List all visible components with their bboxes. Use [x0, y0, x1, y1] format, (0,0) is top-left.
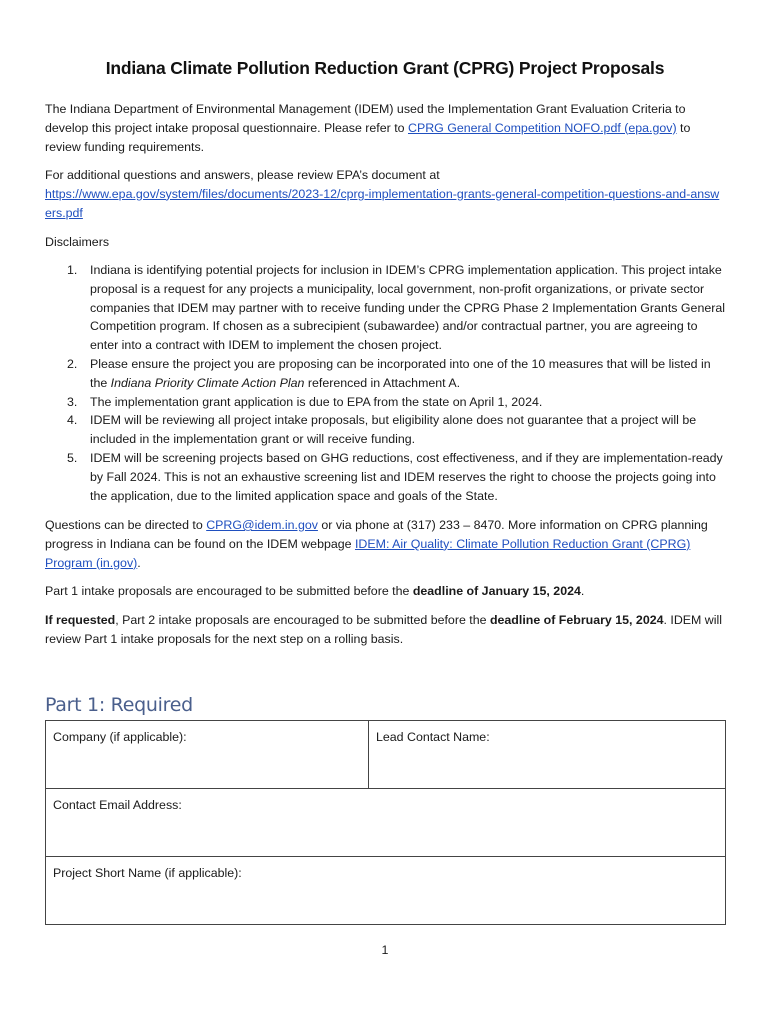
- part1-deadline-date: deadline of January 15, 2024: [412, 584, 581, 598]
- contact-email-link[interactable]: CPRG@idem.in.gov: [206, 518, 318, 532]
- disclaimer-text: IDEM will be screening projects based on GHG reductions, cost effectiveness, and if they are implementation-ready by Fall 2024. This is not an exhaustive screening list and IDEM reserves the right to choose the projects going into the application, due to the limited application space and goals of the State.: [90, 450, 723, 503]
- company-label: Company (if applicable):: [53, 730, 187, 744]
- contact-text-2: or via phone at (317) 233 – 8470. More information on CPRG planning progress in Indiana can be found on the IDEM webpage: [45, 518, 708, 551]
- part2-deadline-end: . IDEM will review Part 1 intake proposals for the next step on a rolling basis.: [45, 613, 723, 646]
- intro-text: The Indiana Department of Environmental Management (IDEM) used the Implementation Grant Evaluation Criteria to develop this project intake proposal questionnaire. Please refer to: [45, 102, 686, 135]
- list-number: 2.: [67, 356, 78, 371]
- disclaimer-item: [45, 393, 725, 412]
- contact-text: Questions can be directed to: [45, 518, 207, 532]
- list-number: 5.: [67, 450, 78, 465]
- qa-document-link[interactable]: https://www.epa.gov/system/files/documents/2023-12/cprg-implementation-grants-general-competition-questions-and-answers.pdf: [45, 186, 720, 220]
- part1-deadline: [45, 582, 725, 601]
- disclaimer-item: [45, 261, 725, 355]
- if-requested: If requested: [45, 613, 116, 627]
- part1-form-table: [45, 720, 726, 925]
- part1-heading: Part 1: Required: [45, 694, 193, 716]
- contact-paragraph: [45, 516, 725, 572]
- part2-deadline: [45, 611, 725, 649]
- part2-deadline-text: , Part 2 intake proposals are encouraged to be submitted before the: [115, 613, 490, 627]
- lead-contact-field[interactable]: [369, 721, 726, 789]
- disclaimers-heading: Disclaimers: [45, 235, 110, 249]
- qa-paragraph: [45, 166, 725, 222]
- disclaimer-item: [45, 411, 725, 449]
- part1-deadline-end: .: [580, 584, 585, 598]
- project-name-label: Project Short Name (if applicable):: [53, 866, 242, 880]
- disclaimer-text: Indiana is identifying potential projects for inclusion in IDEM’s CPRG implementation application. This project intake proposal is a request for any projects a municipality, local government, non-profit organizations, or private sector companies that IDEM may partner with to receive funding under the CPRG Phase 2 Implementation Grants General Competition program. If chosen as a subrecipient (subawardee) and/or contractual partner, you are agreeing to enter into a contract with IDEM to implement the chosen project.: [90, 263, 725, 353]
- part2-deadline-date: deadline of February 15, 2024: [489, 613, 664, 627]
- idem-webpage-link[interactable]: IDEM: Air Quality: Climate Pollution Reduction Grant (CPRG) Program (in.gov): [45, 536, 691, 570]
- company-field[interactable]: [46, 721, 369, 789]
- email-label: Contact Email Address:: [53, 798, 182, 812]
- list-number: 1.: [67, 263, 78, 277]
- disclaimer-text: IDEM will be reviewing all project intake proposals, but eligibility alone does not guarantee that a project will be included in the implementation grant or will receive funding.: [90, 413, 697, 447]
- project-name-field[interactable]: [46, 857, 726, 925]
- document-title: Indiana Climate Pollution Reduction Grant (CPRG) Project Proposals: [105, 58, 665, 78]
- disclaimer-text: The implementation grant application is due to EPA from the state on April 1, 2024.: [90, 394, 543, 409]
- lead-contact-label: Lead Contact Name:: [376, 730, 490, 744]
- plan-title: Indiana Priority Climate Action Plan: [110, 375, 305, 390]
- list-number: 4.: [67, 413, 78, 428]
- qa-text: For additional questions and answers, please review EPA’s document at: [45, 168, 440, 182]
- email-field[interactable]: [46, 789, 726, 857]
- part1-deadline-text: Part 1 intake proposals are encouraged to be submitted before the: [45, 584, 413, 598]
- intro-text-end: to review funding requirements.: [45, 120, 691, 154]
- disclaimer-text-end: referenced in Attachment A.: [304, 375, 461, 390]
- disclaimer-text: Please ensure the project you are proposing can be incorporated into one of the 10 measures that will be listed in the: [90, 356, 711, 390]
- nofo-link[interactable]: CPRG General Competition NOFO.pdf (epa.gov): [408, 120, 677, 135]
- disclaimer-item: [45, 449, 725, 505]
- page-number: 1: [381, 943, 389, 957]
- disclaimers-list: [45, 261, 725, 505]
- contact-text-end: .: [137, 555, 141, 570]
- intro-paragraph: [45, 100, 725, 156]
- list-number: 3.: [67, 394, 78, 409]
- disclaimer-item: [45, 355, 725, 393]
